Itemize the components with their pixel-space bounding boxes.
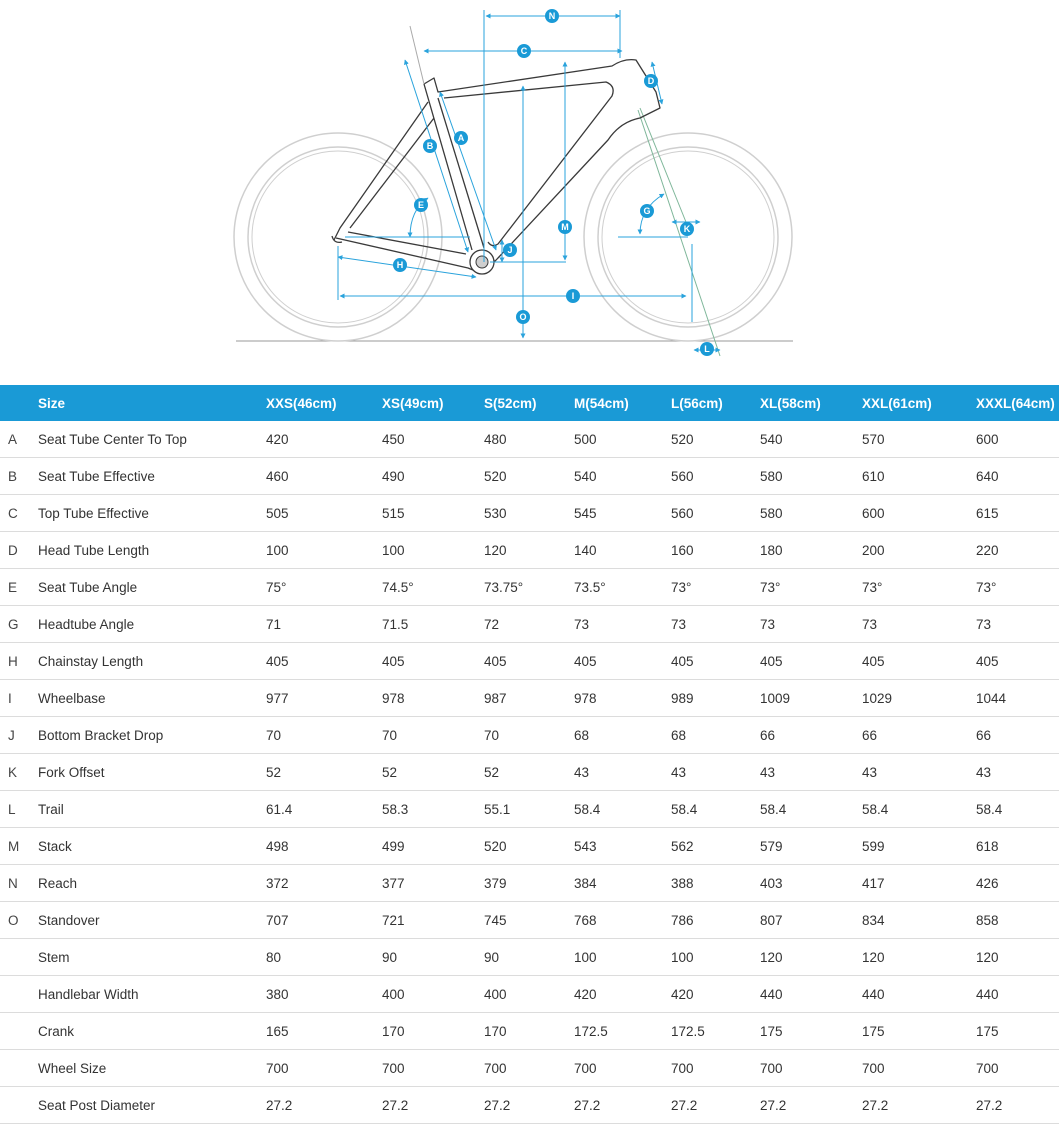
header-xs: XS(49cm)	[382, 395, 444, 411]
row-value: 405	[862, 643, 976, 680]
row-value: 70	[266, 717, 382, 754]
table-row	[0, 1087, 1059, 1124]
row-value: 58.4	[976, 791, 1059, 828]
marker-n-label: N	[548, 11, 556, 21]
row-value: 170	[382, 1013, 484, 1050]
row-value: 858	[976, 902, 1059, 939]
marker-m-label: M	[561, 222, 569, 232]
table-row	[0, 606, 1059, 643]
row-value: 388	[671, 865, 760, 902]
row-value: 530	[484, 495, 574, 532]
row-value: 505	[266, 495, 382, 532]
table-header-row	[0, 385, 1059, 421]
header-xxs: XXS(46cm)	[266, 395, 337, 411]
row-value: 175	[862, 1013, 976, 1050]
row-value: 100	[266, 532, 382, 569]
row-letter: K	[0, 754, 38, 791]
row-value: 721	[382, 902, 484, 939]
table-row	[0, 1013, 1059, 1050]
marker-i-label: I	[571, 291, 575, 301]
row-value: 58.4	[760, 791, 862, 828]
row-value: 498	[266, 828, 382, 865]
row-value: 700	[760, 1050, 862, 1087]
row-value: 200	[862, 532, 976, 569]
row-value: 75°	[266, 569, 382, 606]
row-value: 160	[671, 532, 760, 569]
row-name: Standover	[38, 902, 266, 939]
marker-a	[454, 131, 468, 145]
row-letter: M	[0, 828, 38, 865]
header-s: S(52cm)	[484, 395, 537, 411]
frame	[332, 60, 660, 272]
row-letter: E	[0, 569, 38, 606]
table-row	[0, 717, 1059, 754]
row-value: 618	[976, 828, 1059, 865]
row-value: 610	[862, 458, 976, 495]
table-row	[0, 680, 1059, 717]
row-value: 58.3	[382, 791, 484, 828]
row-value: 570	[862, 421, 976, 458]
marker-j	[503, 243, 517, 257]
row-value: 977	[266, 680, 382, 717]
row-name: Fork Offset	[38, 754, 266, 791]
table-row	[0, 495, 1059, 532]
row-value: 460	[266, 458, 382, 495]
row-value: 73°	[760, 569, 862, 606]
table-row	[0, 569, 1059, 606]
row-value: 579	[760, 828, 862, 865]
marker-g	[640, 204, 654, 218]
marker-h	[393, 258, 407, 272]
row-value: 400	[382, 976, 484, 1013]
row-value: 90	[484, 939, 574, 976]
row-value: 515	[382, 495, 484, 532]
row-value: 405	[671, 643, 760, 680]
row-value: 403	[760, 865, 862, 902]
row-value: 27.2	[484, 1087, 574, 1124]
table-row	[0, 458, 1059, 495]
row-value: 545	[574, 495, 671, 532]
row-value: 580	[760, 495, 862, 532]
row-value: 405	[266, 643, 382, 680]
marker-d	[644, 74, 658, 88]
row-value: 978	[574, 680, 671, 717]
row-name: Seat Tube Center To Top	[38, 421, 266, 458]
row-value: 73°	[976, 569, 1059, 606]
table-row	[0, 865, 1059, 902]
row-value: 440	[760, 976, 862, 1013]
row-letter: I	[0, 680, 38, 717]
row-value: 70	[382, 717, 484, 754]
row-value: 700	[266, 1050, 382, 1087]
row-value: 43	[574, 754, 671, 791]
table-body	[0, 421, 1059, 1124]
row-name: Seat Tube Angle	[38, 569, 266, 606]
row-value: 480	[484, 421, 574, 458]
row-value: 700	[862, 1050, 976, 1087]
table-row	[0, 754, 1059, 791]
row-name: Crank	[38, 1013, 266, 1050]
table-row	[0, 902, 1059, 939]
row-value: 175	[760, 1013, 862, 1050]
header-xxl: XXL(61cm)	[862, 395, 932, 411]
row-letter	[0, 1013, 38, 1050]
row-value: 405	[976, 643, 1059, 680]
row-value: 426	[976, 865, 1059, 902]
row-value: 417	[862, 865, 976, 902]
row-value: 172.5	[671, 1013, 760, 1050]
marker-l-label: L	[704, 344, 710, 354]
row-name: Stack	[38, 828, 266, 865]
row-value: 90	[382, 939, 484, 976]
row-value: 27.2	[760, 1087, 862, 1124]
row-value: 440	[976, 976, 1059, 1013]
row-value: 520	[484, 828, 574, 865]
row-value: 120	[760, 939, 862, 976]
row-value: 450	[382, 421, 484, 458]
marker-j-label: J	[507, 245, 513, 255]
row-value: 562	[671, 828, 760, 865]
row-value: 700	[976, 1050, 1059, 1087]
row-value: 807	[760, 902, 862, 939]
row-value: 405	[760, 643, 862, 680]
row-value: 52	[484, 754, 574, 791]
row-letter	[0, 1050, 38, 1087]
row-value: 73	[574, 606, 671, 643]
row-letter: B	[0, 458, 38, 495]
row-value: 377	[382, 865, 484, 902]
row-value: 700	[671, 1050, 760, 1087]
row-value: 500	[574, 421, 671, 458]
row-name: Seat Post Diameter	[38, 1087, 266, 1124]
table-row	[0, 643, 1059, 680]
row-value: 100	[382, 532, 484, 569]
row-value: 27.2	[266, 1087, 382, 1124]
row-value: 73	[671, 606, 760, 643]
row-value: 560	[671, 495, 760, 532]
row-value: 580	[760, 458, 862, 495]
row-value: 120	[484, 532, 574, 569]
row-value: 71	[266, 606, 382, 643]
row-name: Bottom Bracket Drop	[38, 717, 266, 754]
row-value: 165	[266, 1013, 382, 1050]
row-value: 700	[484, 1050, 574, 1087]
row-value: 384	[574, 865, 671, 902]
row-value: 420	[574, 976, 671, 1013]
row-letter: H	[0, 643, 38, 680]
row-value: 61.4	[266, 791, 382, 828]
row-value: 70	[484, 717, 574, 754]
row-letter: G	[0, 606, 38, 643]
row-value: 73°	[862, 569, 976, 606]
row-letter: D	[0, 532, 38, 569]
row-value: 58.4	[574, 791, 671, 828]
row-value: 172.5	[574, 1013, 671, 1050]
row-value: 68	[671, 717, 760, 754]
row-name: Top Tube Effective	[38, 495, 266, 532]
header-xl: XL(58cm)	[760, 395, 821, 411]
marker-e-label: E	[417, 200, 425, 210]
row-value: 175	[976, 1013, 1059, 1050]
marker-h-label: H	[396, 260, 404, 270]
row-value: 543	[574, 828, 671, 865]
row-letter: N	[0, 865, 38, 902]
marker-c-label: C	[520, 46, 528, 56]
table-row	[0, 939, 1059, 976]
marker-k-label: K	[683, 224, 691, 234]
row-value: 490	[382, 458, 484, 495]
row-letter	[0, 976, 38, 1013]
row-value: 58.4	[862, 791, 976, 828]
row-name: Handlebar Width	[38, 976, 266, 1013]
row-letter: A	[0, 421, 38, 458]
row-letter	[0, 939, 38, 976]
row-value: 71.5	[382, 606, 484, 643]
row-value: 180	[760, 532, 862, 569]
row-value: 27.2	[862, 1087, 976, 1124]
row-value: 420	[671, 976, 760, 1013]
row-value: 43	[976, 754, 1059, 791]
row-value: 640	[976, 458, 1059, 495]
row-value: 80	[266, 939, 382, 976]
row-value: 987	[484, 680, 574, 717]
row-letter	[0, 1087, 38, 1124]
marker-e	[414, 198, 428, 212]
row-value: 520	[671, 421, 760, 458]
geometry-table	[0, 385, 1059, 1124]
row-value: 66	[976, 717, 1059, 754]
row-value: 27.2	[382, 1087, 484, 1124]
row-value: 27.2	[976, 1087, 1059, 1124]
table-row	[0, 791, 1059, 828]
table-row	[0, 828, 1059, 865]
row-value: 400	[484, 976, 574, 1013]
row-value: 600	[976, 421, 1059, 458]
row-letter: J	[0, 717, 38, 754]
marker-group	[393, 9, 714, 356]
row-value: 372	[266, 865, 382, 902]
row-value: 834	[862, 902, 976, 939]
marker-g-label: G	[643, 206, 651, 216]
row-value: 540	[760, 421, 862, 458]
row-value: 68	[574, 717, 671, 754]
row-value: 707	[266, 902, 382, 939]
row-value: 100	[671, 939, 760, 976]
row-value: 599	[862, 828, 976, 865]
row-value: 27.2	[574, 1087, 671, 1124]
row-value: 1044	[976, 680, 1059, 717]
row-value: 520	[484, 458, 574, 495]
row-value: 540	[574, 458, 671, 495]
table-row	[0, 1050, 1059, 1087]
marker-m	[558, 220, 572, 234]
row-name: Headtube Angle	[38, 606, 266, 643]
row-value: 700	[574, 1050, 671, 1087]
row-name: Stem	[38, 939, 266, 976]
row-value: 74.5°	[382, 569, 484, 606]
table-row	[0, 421, 1059, 458]
row-value: 55.1	[484, 791, 574, 828]
row-letter: L	[0, 791, 38, 828]
row-value: 768	[574, 902, 671, 939]
row-value: 379	[484, 865, 574, 902]
marker-k	[680, 222, 694, 236]
row-value: 405	[574, 643, 671, 680]
row-value: 52	[382, 754, 484, 791]
marker-c	[517, 44, 531, 58]
row-value: 73	[976, 606, 1059, 643]
row-value: 978	[382, 680, 484, 717]
row-name: Chainstay Length	[38, 643, 266, 680]
row-value: 73.5°	[574, 569, 671, 606]
marker-i	[566, 289, 580, 303]
row-value: 1029	[862, 680, 976, 717]
row-value: 140	[574, 532, 671, 569]
row-value: 100	[574, 939, 671, 976]
row-name: Reach	[38, 865, 266, 902]
row-value: 170	[484, 1013, 574, 1050]
bike-geometry-diagram	[0, 0, 1059, 385]
row-value: 220	[976, 532, 1059, 569]
row-name: Head Tube Length	[38, 532, 266, 569]
row-value: 600	[862, 495, 976, 532]
dimension-lines	[338, 10, 720, 350]
row-value: 499	[382, 828, 484, 865]
row-value: 405	[484, 643, 574, 680]
row-value: 73.75°	[484, 569, 574, 606]
table-row	[0, 976, 1059, 1013]
row-name: Trail	[38, 791, 266, 828]
row-name: Wheel Size	[38, 1050, 266, 1087]
marker-b-label: B	[426, 141, 434, 151]
row-value: 380	[266, 976, 382, 1013]
row-value: 43	[760, 754, 862, 791]
marker-o	[516, 310, 530, 324]
row-name: Seat Tube Effective	[38, 458, 266, 495]
header-l: L(56cm)	[671, 395, 723, 411]
row-letter: C	[0, 495, 38, 532]
row-value: 405	[382, 643, 484, 680]
marker-b	[423, 139, 437, 153]
row-value: 560	[671, 458, 760, 495]
row-value: 52	[266, 754, 382, 791]
marker-d-label: D	[647, 76, 655, 86]
table-row	[0, 532, 1059, 569]
row-value: 786	[671, 902, 760, 939]
row-value: 700	[382, 1050, 484, 1087]
row-value: 43	[862, 754, 976, 791]
row-name: Wheelbase	[38, 680, 266, 717]
row-value: 120	[862, 939, 976, 976]
row-value: 440	[862, 976, 976, 1013]
header-xxxl: XXXL(64cm)	[976, 395, 1055, 411]
header-size: Size	[38, 395, 66, 411]
row-value: 420	[266, 421, 382, 458]
row-value: 73	[760, 606, 862, 643]
row-value: 27.2	[671, 1087, 760, 1124]
row-value: 58.4	[671, 791, 760, 828]
row-value: 745	[484, 902, 574, 939]
row-value: 989	[671, 680, 760, 717]
seat-post-extension	[410, 26, 424, 84]
header-letter	[0, 385, 38, 421]
row-value: 120	[976, 939, 1059, 976]
marker-a-label: A	[457, 133, 465, 143]
marker-o-label: O	[519, 312, 527, 322]
row-letter: O	[0, 902, 38, 939]
row-value: 66	[862, 717, 976, 754]
row-value: 43	[671, 754, 760, 791]
row-value: 73°	[671, 569, 760, 606]
marker-l	[700, 342, 714, 356]
row-value: 615	[976, 495, 1059, 532]
row-value: 66	[760, 717, 862, 754]
row-value: 73	[862, 606, 976, 643]
header-m: M(54cm)	[574, 395, 629, 411]
row-value: 72	[484, 606, 574, 643]
marker-n	[545, 9, 559, 23]
row-value: 1009	[760, 680, 862, 717]
